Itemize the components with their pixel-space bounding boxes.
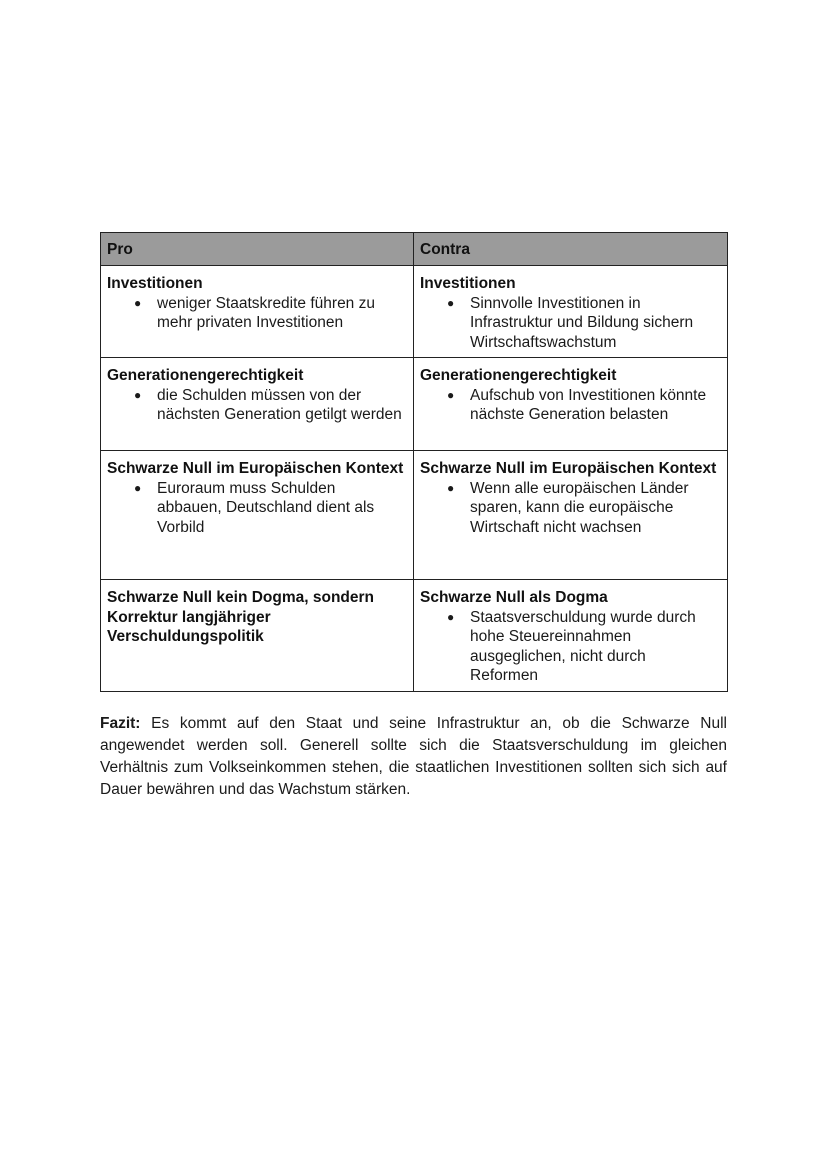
contra-cell [414,451,728,580]
bullet-icon: ● [134,295,142,310]
contra-bullet-list [420,479,721,538]
pro-bullet-list [107,479,407,538]
conclusion-paragraph [100,713,727,801]
bullet-icon: ● [447,295,455,310]
contra-cell-title: Schwarze Null als Dogma [420,589,608,606]
contra-cell [414,580,728,692]
pro-cell [101,358,414,451]
conclusion-label: Fazit: [100,715,141,732]
pro-cell [101,580,414,692]
table-header-row [101,233,728,266]
contra-bullet-list [420,386,721,425]
bullet-icon: ● [134,480,142,495]
pro-cell-title: Investitionen [107,275,203,292]
table-row [101,358,728,451]
contra-cell [414,358,728,451]
bullet-text: die Schulden müssen von der nächsten Generation getilgt werden [157,386,402,423]
table-row [101,580,728,692]
list-item [447,608,721,686]
bullet-icon: ● [447,609,455,624]
pro-cell-title: Schwarze Null im Europäischen Kontext [107,460,404,477]
bullet-text: weniger Staatskredite führen zu mehr privaten Investitionen [157,294,375,331]
conclusion-text: Es kommt auf den Staat und seine Infrastruktur an, ob die Schwarze Null angewendet werden soll. Generell sollte sich die Staatsverschuldung im gleichen Verhältnis zum Volkseinkommen stehen, die staatlichen Investitionen sollten sich sich auf Dauer bewähren und das Wachstum stärken. [100,715,727,798]
list-item [447,386,721,425]
pro-cell-title: Schwarze Null kein Dogma, sondern Korrektur langjähriger Verschuldungspolitik [107,589,375,645]
bullet-text: Aufschub von Investitionen könnte nächste Generation belasten [470,386,707,423]
list-item [447,294,721,353]
bullet-text: Sinnvolle Investitionen in Infrastruktur und Bildung sichern Wirtschaftswachstum [470,294,694,351]
pro-contra-table [100,232,728,692]
header-pro: Pro [101,233,414,266]
bullet-icon: ● [447,387,455,402]
bullet-text: Wenn alle europäischen Länder sparen, kann die europäische Wirtschaft nicht wachsen [470,479,689,536]
contra-cell-title: Investitionen [420,275,516,292]
contra-cell-title: Generationengerechtigkeit [420,367,617,384]
list-item [134,479,407,538]
list-item [134,386,407,425]
contra-cell [414,266,728,358]
table-row [101,266,728,358]
pro-cell [101,451,414,580]
table-row [101,451,728,580]
bullet-icon: ● [447,480,455,495]
pro-cell-title: Generationengerechtigkeit [107,367,304,384]
pro-bullet-list [107,386,407,425]
bullet-icon: ● [134,387,142,402]
contra-bullet-list [420,608,721,686]
list-item [447,479,721,538]
header-contra: Contra [414,233,728,266]
bullet-text: Staatsverschuldung wurde durch hohe Steuereinnahmen ausgeglichen, nicht durch Reformen [470,608,696,684]
pro-bullet-list [107,294,407,333]
contra-cell-title: Schwarze Null im Europäischen Kontext [420,460,717,477]
list-item [134,294,407,333]
bullet-text: Euroraum muss Schulden abbauen, Deutschland dient als Vorbild [157,479,375,536]
pro-cell [101,266,414,358]
contra-bullet-list [420,294,721,353]
